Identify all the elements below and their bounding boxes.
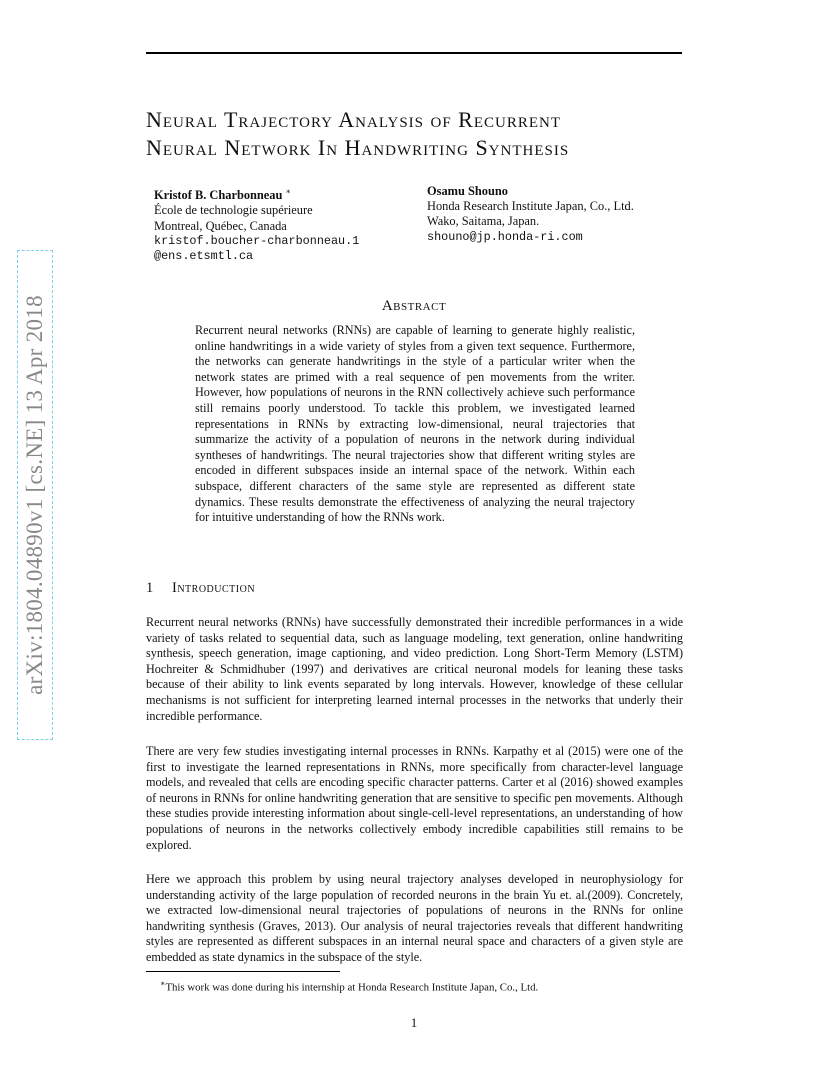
footnote: [160, 977, 680, 995]
author-email-line-2[interactable]: @ens.etsmtl.ca: [154, 248, 254, 263]
author-email[interactable]: shouno@jp.honda-ri.com: [427, 229, 583, 244]
section-heading: [146, 580, 255, 597]
author-affiliation: Honda Research Institute Japan, Co., Ltd.: [427, 199, 634, 214]
section-number: 1: [146, 580, 154, 596]
paper-title: [146, 106, 706, 162]
abstract-heading: Abstract: [381, 298, 447, 314]
footnote-mark: ∗: [160, 979, 166, 988]
abstract-text: Recurrent neural networks (RNNs) are capable of learning to generate highly realistic, online handwritings in a wide variety of styles from a given text sequence. Furthermore, the networks can generate handwritings in the style of a particular writer when the network states are primed with a real sequence of pen movements from the writer. However, how populations of neurons in the RNN collectively achieve such performance still remains poorly understood. To tackle this problem, we investigated learned representations in RNNs by extracting low-dimensional, neural trajectories that summarize the activity of a population of neurons in the network during individual syntheses of handwritings. The neural trajectories show that different writing styles are encoded in different subspaces inside an internal space of the network. Within each subspace, different characters of the same style are represented as different state dynamics. These results demonstrate the effectiveness of analyzing the neural trajectory for intuitive understanding of how the RNNs work.: [195, 323, 635, 525]
header-rule: [146, 52, 682, 54]
author-name: Kristof B. Charbonneau: [154, 188, 283, 203]
arxiv-identifier-stamp: arXiv:1804.04890v1 [cs.NE] 13 Apr 2018: [17, 250, 53, 740]
title-line-2: Neural Network In Handwriting Synthesis: [146, 135, 570, 160]
author-block-2: [427, 184, 687, 245]
author-footnote-mark: ∗: [285, 187, 291, 196]
section-title: Introduction: [172, 580, 256, 596]
author-location: Montreal, Québec, Canada: [154, 218, 287, 233]
title-line-1: Neural Trajectory Analysis of Recurrent: [146, 107, 562, 132]
author-affiliation: École de technologie supérieure: [154, 203, 313, 218]
page-number: 1: [410, 1015, 418, 1030]
intro-paragraph-1: Recurrent neural networks (RNNs) have successfully demonstrated their incredible performances in a wide variety of tasks related to sequential data, such as language modeling, text generation, online handwriting synthesis, speech generation, image captioning, and video prediction. Long Short-Term Memory (LSTM) Hochreiter & Schmidhuber (1997) and derivatives are critical neuronal models for leaning these tasks because of their ability to link events separated by long intervals. However, knowledge of these cellular mechanisms is not sufficient for interpreting learned internal processes in the networks that underly their incredible performance.: [146, 615, 683, 723]
author-email-line-1[interactable]: kristof.boucher-charbonneau.1: [154, 233, 360, 248]
author-location: Wako, Saitama, Japan.: [427, 214, 540, 229]
intro-paragraph-3: Here we approach this problem by using neural trajectory analyses developed in neurophysiology for understanding activity of the large population of recorded neurons in the brain Yu et. al.(2009). Concretely, we extracted low-dimensional neural trajectories of populations of neurons in the RNNs for online handwriting synthesis (Graves, 2013). Our analysis of neural trajectories reveals that different handwriting styles are represented as different subspaces in an internal neural space and characters of a given style are embedded as state dynamics in the subspace of the style.: [146, 872, 683, 964]
footnote-rule: [146, 971, 340, 972]
footnote-text: This work was done during his internship at Honda Research Institute Japan, Co., Ltd.: [165, 981, 539, 994]
author-name: Osamu Shouno: [427, 184, 508, 198]
author-block-1: [154, 184, 404, 264]
intro-paragraph-2: There are very few studies investigating internal processes in RNNs. Karpathy et al (2015) were one of the first to investigate the learned representations in RNNs, more specifically from character-level language models, and revealed that cells are encoding specific character patterns. Carter et al (2016) showed examples of neurons in RNNs for online handwriting generation that are sensitive to specific pen movements. Although these studies provide interesting information about single-cell-level representations, an understanding of how populations of neurons in the networks collectively embody incredible capabilities still remains to be explored.: [146, 744, 683, 852]
